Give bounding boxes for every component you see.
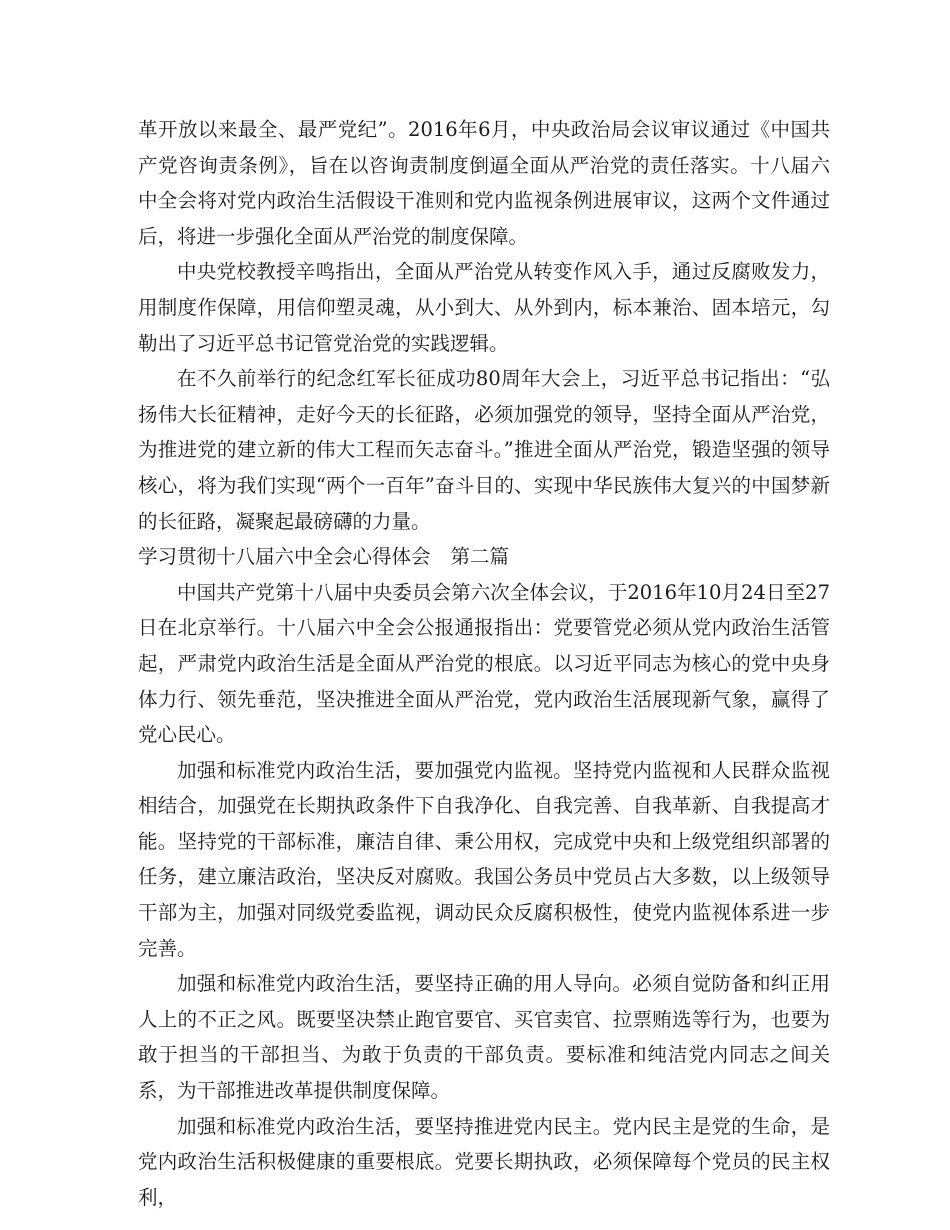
paragraph: 中国共产党第十八届中央委员会第六次全体会议，于2016年10月24日至27日在北京举行。十八届六中全会公报通报指出：党要管党必须从党内政治生活管起，严肃党内政治生活是全面从严治党的根底。以习近平同志为核心的党中央身体力行、领先垂范，坚决推进全面从严治党，党内政治生活展现新气象，赢得了党心民心。 — [138, 580, 830, 747]
paragraph: 在不久前举行的纪念红军长征成功80周年大会上，习近平总书记指出：“弘扬伟大长征精神，走好今天的长征路，必须加强党的领导，坚持全面从严治党，为推进党的建立新的伟大工程而矢志奋斗。”推进全面从严治党，锻造坚强的领导核心，将为我们实现“两个一百年”奋斗目的、实现中华民族伟大复兴的中国梦新的长征路，凝聚起最磅礴的力量。 — [138, 367, 830, 533]
paragraph: 加强和标准党内政治生活，要加强党内监视。坚持党内监视和人民群众监视相结合，加强党在长期执政条件下自我净化、自我完善、自我革新、自我提高才能。坚持党的干部标准，廉洁自律、秉公用权，完成党中央和上级党组织部署的任务，建立廉洁政治，坚决反对腐败。我国公务员中党员占大多数，以上级领导干部为主，加强对同级党委监视，调动民众反腐积极性，使党内监视体系进一步完善。 — [138, 758, 830, 960]
paragraph: 加强和标准党内政治生活，要坚持正确的用人导向。必须自觉防备和纠正用人上的不正之风。既要坚决禁止跑官要官、买官卖官、拉票贿选等行为，也要为敢于担当的干部担当、为敢于负责的干部负责。要标准和纯洁党内同志之间关系，为干部推进改革提供制度保障。 — [138, 972, 830, 1103]
paragraph: 中央党校教授辛鸣指出，全面从严治党从转变作风入手，通过反腐败发力，用制度作保障，用信仰塑灵魂，从小到大、从外到内，标本兼治、固本培元，勾勒出了习近平总书记管党治党的实践逻辑。 — [138, 260, 830, 355]
paragraph: 加强和标准党内政治生活，要坚持推进党内民主。党内民主是党的生命，是党内政治生活积极健康的重要根底。党要长期执政，必须保障每个党员的民主权利， — [138, 1114, 830, 1209]
section-heading — [138, 539, 830, 575]
section-heading-label: 第二篇 — [450, 545, 510, 569]
paragraph-continued: 革开放以来最全、最严党纪”。2016年6月，中央政治局会议审议通过《中国共产党咨询责条例》，旨在以咨询责制度倒逼全面从严治党的责任落实。十八届六中全会将对党内政治生活假设干准则和党内监视条例进展审议，这两个文件通过后，将进一步强化全面从严治党的制度保障。 — [138, 118, 830, 248]
section-heading-title: 学习贯彻十八届六中全会心得体会 — [138, 545, 431, 569]
document-page — [138, 112, 830, 1215]
